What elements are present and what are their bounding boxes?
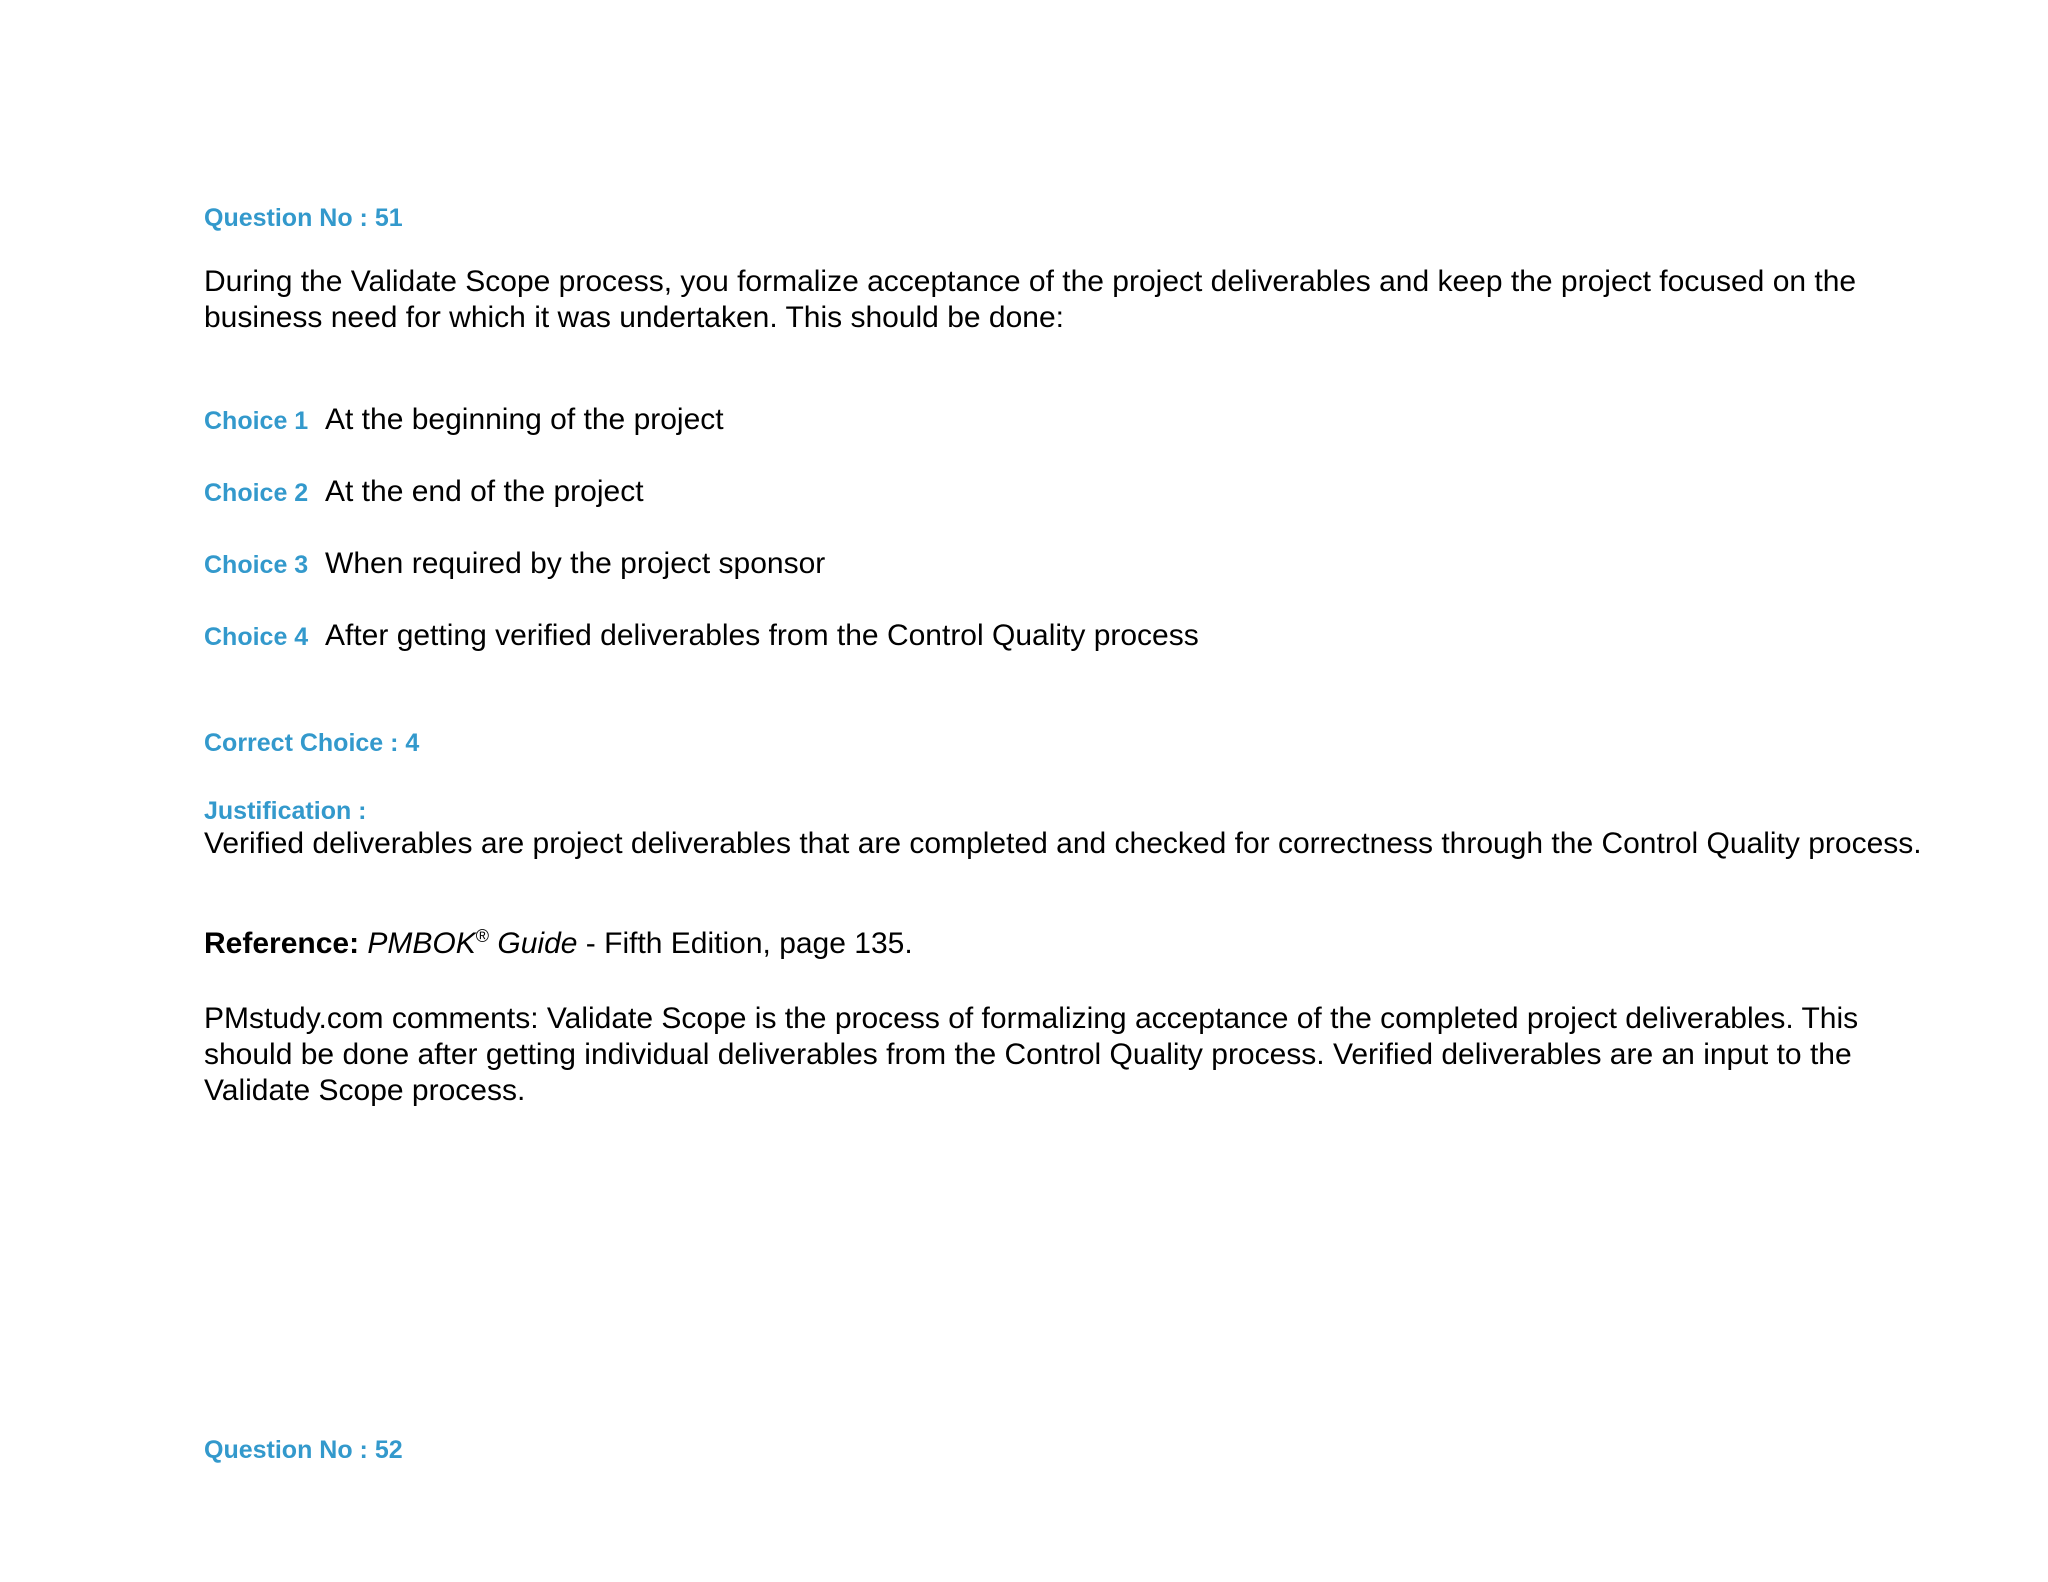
choice-2 bbox=[204, 474, 644, 510]
correct-choice: Correct Choice : 4 bbox=[204, 729, 420, 757]
reference-book: PMBOK bbox=[367, 927, 476, 960]
choice-label: Choice 1 bbox=[204, 407, 309, 435]
choice-3 bbox=[204, 546, 825, 582]
choice-4 bbox=[204, 618, 1199, 654]
choice-text: When required by the project sponsor bbox=[325, 547, 826, 580]
reference-label: Reference: bbox=[204, 927, 360, 960]
question-number-52: Question No : 52 bbox=[204, 1436, 403, 1464]
registered-mark: ® bbox=[475, 926, 490, 946]
justification-label: Justification : bbox=[204, 797, 367, 825]
choice-text: After getting verified deliverables from the Control Quality process bbox=[325, 619, 1199, 652]
choice-text: At the end of the project bbox=[325, 475, 644, 508]
choice-label: Choice 2 bbox=[204, 479, 309, 507]
reference-rest: - Fifth Edition, page 135. bbox=[577, 927, 913, 960]
reference-line bbox=[204, 926, 913, 962]
choice-1 bbox=[204, 402, 724, 438]
question-number-51: Question No : 51 bbox=[204, 204, 403, 232]
reference-guide: Guide bbox=[497, 927, 578, 960]
justification-text: Verified deliverables are project deliverables that are completed and checked for correctness through the Control Quality process. bbox=[204, 827, 1922, 860]
choice-label: Choice 3 bbox=[204, 551, 309, 579]
pmstudy-comments: PMstudy.com comments: Validate Scope is the process of formalizing acceptance of the completed project deliverables. This should be done after getting individual deliverables from the Control Quality process. Verified deliverables are an input to the Validate Scope process. bbox=[204, 1002, 1859, 1107]
question-text: During the Validate Scope process, you formalize acceptance of the project deliverables and keep the project focused on the business need for which it was undertaken. This should be done: bbox=[204, 265, 1857, 334]
choice-text: At the beginning of the project bbox=[325, 403, 724, 436]
choice-label: Choice 4 bbox=[204, 623, 309, 651]
